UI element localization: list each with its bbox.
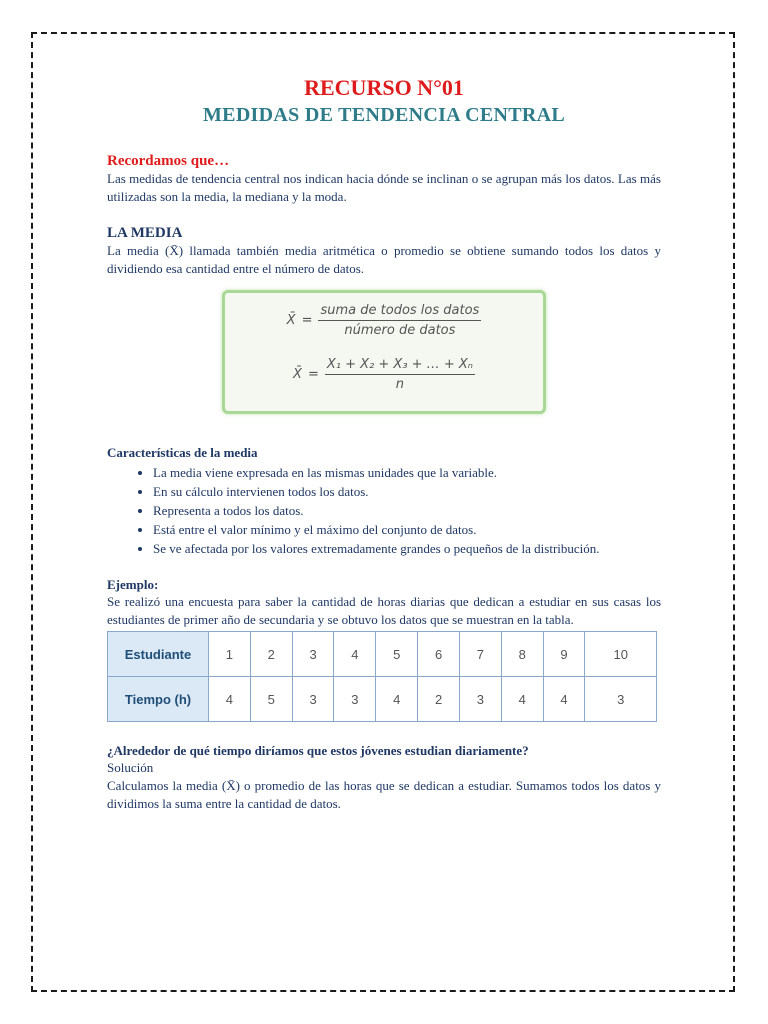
table-cell: 4 [543, 677, 585, 722]
table-cell: 2 [418, 677, 460, 722]
table-cell: 3 [292, 677, 334, 722]
solution-text: Calculamos la media (X̄) o promedio de las horas que se dedican a estudiar. Sumamos todos los datos y dividimos la suma entre la cantidad de datos. [107, 778, 661, 811]
example-heading: Ejemplo: [107, 577, 159, 592]
example-text: Se realizó una encuesta para saber la cantidad de horas diarias que dedican a estudiar en sus casas los estudiantes de primer año de secundaria y se obtuvo los datos que se muestran en la tabla. [107, 594, 661, 627]
row-header-student: Estudiante [108, 632, 209, 677]
row-header-time: Tiempo (h) [108, 677, 209, 722]
table-cell: 1 [209, 632, 251, 677]
table-cell: 2 [250, 632, 292, 677]
list-item: • Representa a todos los datos. [153, 501, 661, 520]
table-cell: 4 [209, 677, 251, 722]
characteristics-heading: Características de la media [107, 445, 258, 460]
question-text: ¿Alrededor de qué tiempo diríamos que estos jóvenes estudian diariamente? [107, 743, 529, 758]
table-cell: 7 [459, 632, 501, 677]
table-cell: 3 [459, 677, 501, 722]
list-item: • En su cálculo intervienen todos los datos. [153, 482, 661, 501]
list-item: • Está entre el valor mínimo y el máximo del conjunto de datos. [153, 520, 661, 539]
intro-text: Las medidas de tendencia central nos indican hacia dónde se inclinan o se agrupan más los datos. Las más utilizadas son la media, la mediana y la moda. [107, 171, 661, 204]
intro-heading: Recordamos que… [107, 153, 230, 169]
formula-numerator: X₁ + X₂ + X₃ + … + Xₙ [325, 357, 475, 375]
formula-denominator: número de datos [344, 323, 456, 338]
list-item: • La media viene expresada en las mismas unidades que la variable. [153, 463, 661, 482]
table-cell: 6 [418, 632, 460, 677]
formula-box [222, 290, 546, 414]
table-row [108, 677, 657, 722]
equals-sign: = [307, 367, 319, 382]
mean-symbol: X̄ [293, 367, 302, 382]
mean-symbol: X̄ [286, 313, 296, 328]
table-cell: 5 [376, 632, 418, 677]
characteristics-list [107, 463, 661, 558]
document-content [107, 74, 661, 813]
page-subtitle: MEDIDAS DE TENDENCIA CENTRAL [203, 104, 565, 126]
table-cell: 9 [543, 632, 585, 677]
formula-fraction [325, 357, 475, 392]
formula-denominator: n [395, 377, 405, 392]
media-text: La media (X̄) llamada también media aritmética o promedio se obtiene sumando todos los datos y dividiendo esa cantidad entre el número de datos. [107, 243, 661, 276]
table-cell: 8 [501, 632, 543, 677]
formula-fraction [318, 303, 481, 338]
table-cell: 4 [334, 632, 376, 677]
media-heading: LA MEDIA [107, 225, 183, 241]
table-cell: 3 [292, 632, 334, 677]
data-table [107, 631, 657, 722]
table-cell: 5 [250, 677, 292, 722]
formula-expanded [225, 357, 543, 392]
formula-definition [225, 303, 543, 338]
table-cell: 4 [501, 677, 543, 722]
solution-label: Solución [107, 760, 154, 775]
table-row [108, 632, 657, 677]
table-cell: 3 [585, 677, 657, 722]
equals-sign: = [301, 313, 313, 328]
formula-numerator: suma de todos los datos [318, 303, 481, 321]
table-cell: 3 [334, 677, 376, 722]
page-title: RECURSO N°01 [304, 75, 464, 100]
list-item: • Se ve afectada por los valores extremadamente grandes o pequeños de la distribución. [153, 539, 661, 558]
table-cell: 10 [585, 632, 657, 677]
table-cell: 4 [376, 677, 418, 722]
